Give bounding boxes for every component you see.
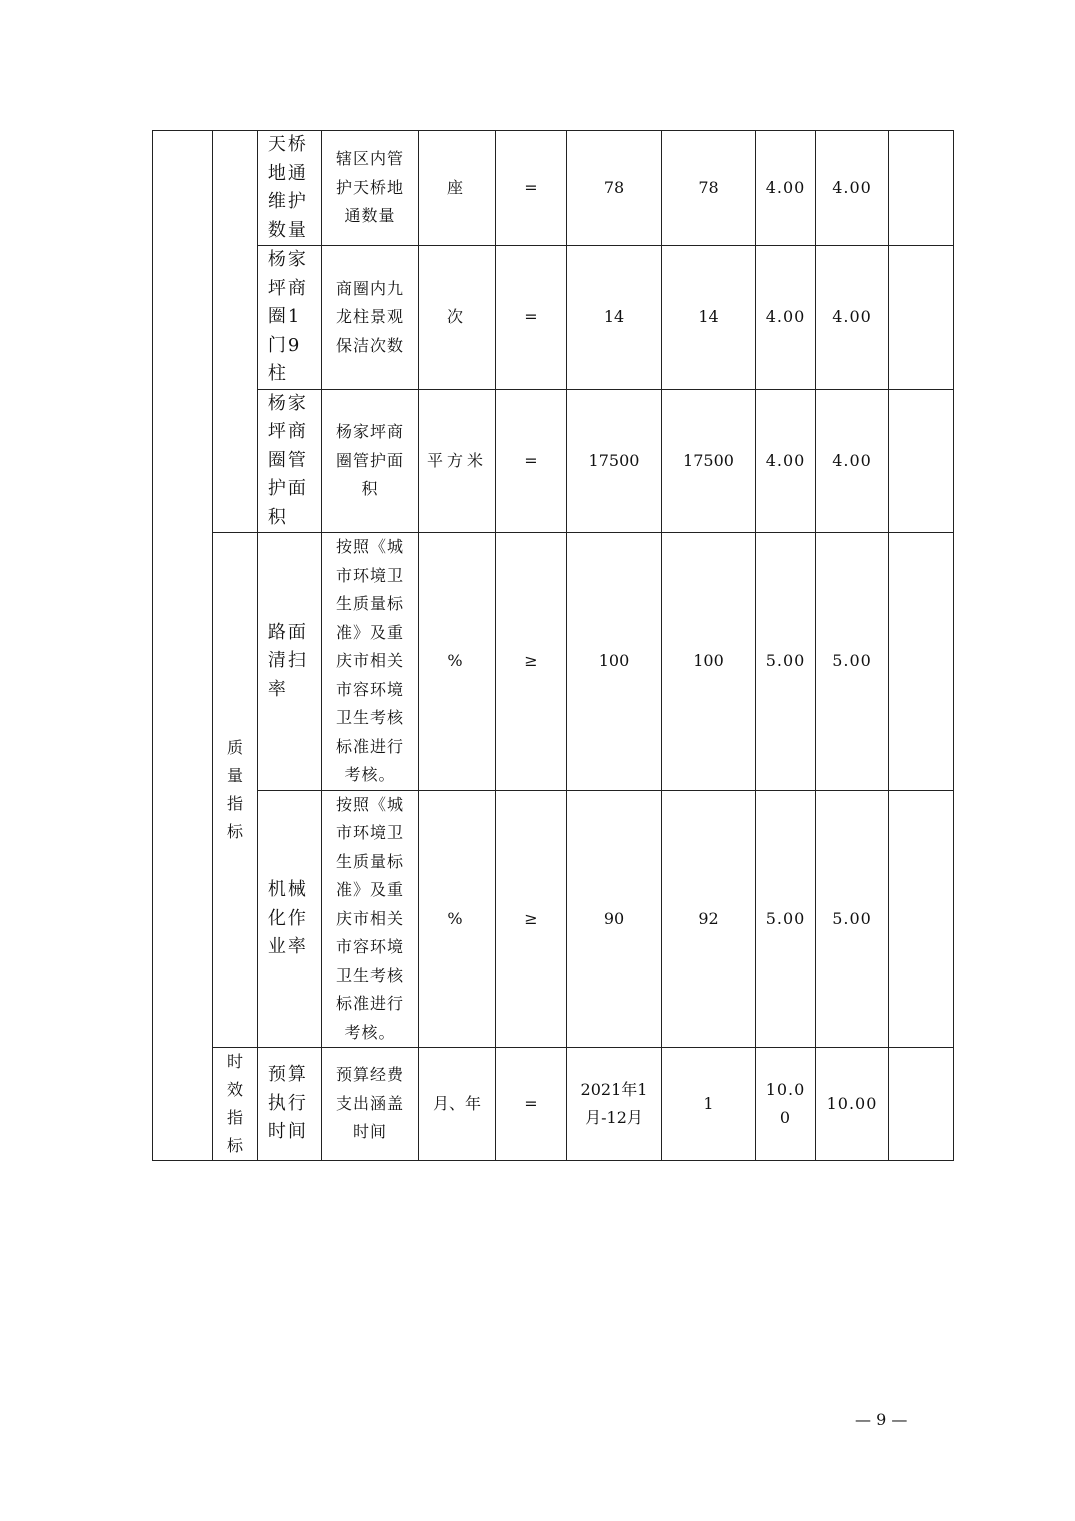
weight-cell (756, 533, 816, 791)
actual-value: 78 (698, 178, 719, 197)
indicator-name: 预算执行时间 (267, 1064, 308, 1143)
table-row (153, 533, 954, 791)
indicator-name: 路面清扫率 (267, 621, 308, 700)
table-row (153, 790, 954, 1048)
score-cell (816, 131, 889, 246)
weight-value: 5.00 (765, 651, 806, 671)
standard-cell (322, 790, 419, 1048)
indicator-unit: 平方米 (426, 450, 487, 470)
weight-cell (756, 790, 816, 1048)
target-value: 2021年1月-12月 (580, 1080, 648, 1127)
operator-cell (496, 246, 567, 390)
level2-indicator-cell (213, 131, 258, 533)
target-cell (567, 790, 662, 1048)
actual-cell (662, 533, 756, 791)
actual-value: 17500 (683, 450, 734, 470)
weight-cell (756, 131, 816, 246)
score-value: 5.00 (832, 651, 872, 671)
performance-indicator-table (152, 130, 954, 1161)
weight-value: 10.00 (765, 1080, 806, 1127)
indicator-operator: ≥ (524, 908, 538, 928)
indicator-name-cell (258, 389, 322, 533)
actual-cell (662, 790, 756, 1048)
actual-cell (662, 389, 756, 533)
weight-cell (756, 389, 816, 533)
target-value: 90 (603, 908, 625, 928)
target-cell (567, 389, 662, 533)
note-cell (889, 533, 954, 791)
actual-cell (662, 246, 756, 390)
score-value: 4.00 (832, 178, 872, 197)
score-value: 10.00 (826, 1094, 878, 1113)
actual-value: 92 (698, 908, 719, 928)
indicator-name-cell (258, 1048, 322, 1161)
indicator-operator: = (524, 1094, 538, 1113)
indicator-standard: 辖区内管护天桥地通数量 (335, 149, 404, 226)
indicator-operator: = (524, 178, 538, 197)
score-value: 5.00 (832, 908, 872, 928)
indicator-name-cell (258, 790, 322, 1048)
operator-cell (496, 533, 567, 791)
unit-cell (419, 389, 496, 533)
indicator-name: 杨家坪商圈1门9柱 (267, 249, 308, 384)
operator-cell (496, 790, 567, 1048)
weight-value: 4.00 (765, 450, 806, 470)
note-cell (889, 246, 954, 390)
operator-cell (496, 1048, 567, 1161)
quality-indicator-label: 质量指标 (226, 738, 243, 841)
unit-cell (419, 533, 496, 791)
indicator-unit: % (447, 651, 467, 671)
unit-cell (419, 1048, 496, 1161)
timeliness-indicator-cell (213, 1048, 258, 1161)
weight-value: 4.00 (765, 178, 806, 197)
table-row (153, 1048, 954, 1161)
indicator-name: 杨家坪商圈管护面积 (267, 392, 308, 528)
target-value: 14 (603, 307, 625, 327)
standard-cell (322, 246, 419, 390)
indicator-name-cell (258, 246, 322, 390)
indicator-operator: ≥ (524, 651, 538, 671)
score-value: 4.00 (832, 307, 872, 327)
actual-value: 100 (693, 651, 724, 671)
score-cell (816, 533, 889, 791)
score-cell (816, 790, 889, 1048)
indicator-name-cell (258, 533, 322, 791)
indicator-unit: % (447, 908, 467, 928)
unit-cell (419, 131, 496, 246)
indicator-standard: 预算经费支出涵盖时间 (335, 1065, 404, 1142)
table-row (153, 389, 954, 533)
indicator-operator: = (524, 307, 538, 327)
note-cell (889, 131, 954, 246)
indicator-unit: 次 (446, 307, 467, 327)
operator-cell (496, 131, 567, 246)
indicator-standard: 按照《城市环境卫生质量标准》及重庆市相关市容环境卫生考核标准进行考核。 (335, 537, 404, 784)
weight-value: 5.00 (765, 908, 806, 928)
indicator-standard: 按照《城市环境卫生质量标准》及重庆市相关市容环境卫生考核标准进行考核。 (335, 794, 404, 1042)
note-cell (889, 790, 954, 1048)
unit-cell (419, 246, 496, 390)
weight-cell (756, 1048, 816, 1161)
note-cell (889, 389, 954, 533)
standard-cell (322, 389, 419, 533)
indicator-standard: 商圈内九龙柱景观保洁次数 (335, 278, 404, 355)
actual-value: 1 (703, 1094, 714, 1113)
score-cell (816, 246, 889, 390)
unit-cell (419, 790, 496, 1048)
target-value: 100 (598, 651, 630, 671)
weight-value: 4.00 (765, 307, 806, 327)
score-cell (816, 1048, 889, 1161)
score-value: 4.00 (832, 450, 872, 470)
indicator-name: 天桥地通维护数量 (267, 134, 308, 241)
actual-cell (662, 131, 756, 246)
target-cell (567, 131, 662, 246)
page-number: — 9 — (855, 1410, 908, 1429)
indicator-name: 机械化作业率 (267, 879, 308, 957)
target-value: 78 (603, 178, 625, 197)
table-row (153, 246, 954, 390)
indicator-name-cell (258, 131, 322, 246)
actual-cell (662, 1048, 756, 1161)
standard-cell (322, 533, 419, 791)
indicator-unit: 月、年 (432, 1094, 481, 1113)
quality-indicator-cell (213, 533, 258, 1048)
timeliness-indicator-label: 时效指标 (226, 1052, 243, 1155)
indicator-operator: = (524, 450, 538, 470)
operator-cell (496, 389, 567, 533)
target-cell (567, 246, 662, 390)
indicator-standard: 杨家坪商圈管护面积 (335, 422, 404, 498)
score-cell (816, 389, 889, 533)
level1-indicator-cell (153, 131, 213, 1161)
weight-cell (756, 246, 816, 390)
note-cell (889, 1048, 954, 1161)
target-value: 17500 (588, 450, 640, 470)
standard-cell (322, 131, 419, 246)
target-cell (567, 1048, 662, 1161)
target-cell (567, 533, 662, 791)
standard-cell (322, 1048, 419, 1161)
indicator-unit: 座 (446, 178, 467, 197)
actual-value: 14 (698, 307, 719, 327)
table-row (153, 131, 954, 246)
